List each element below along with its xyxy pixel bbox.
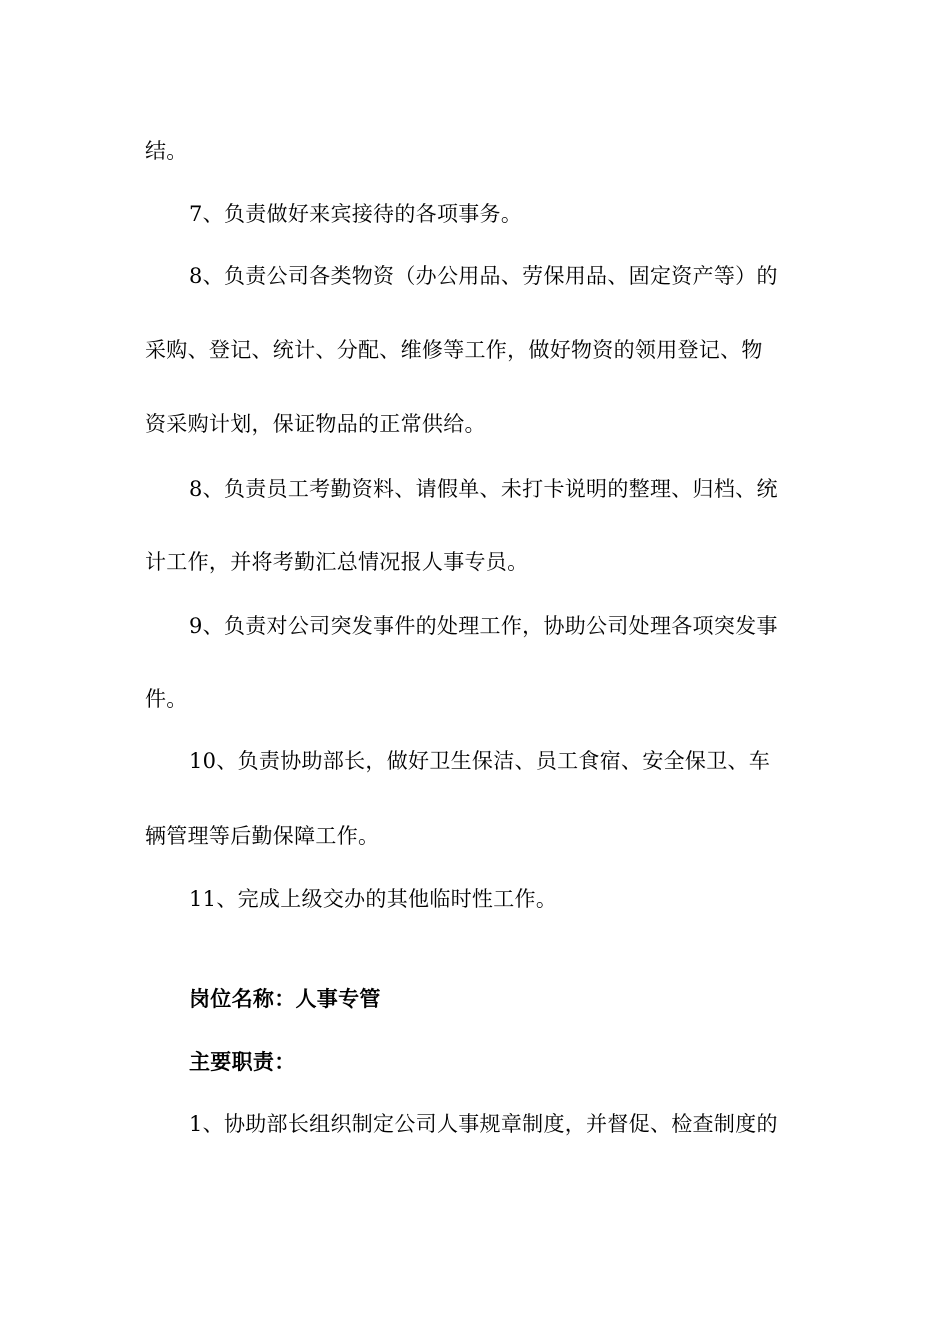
text-line: 8、负责公司各类物资（办公用品、劳保用品、固定资产等）的 — [189, 264, 778, 288]
text-line: 结。 — [145, 139, 188, 163]
text-line: 件。 — [145, 687, 188, 711]
text-line: 11、完成上级交办的其他临时性工作。 — [189, 887, 558, 911]
text-line: 7、负责做好来宾接待的各项事务。 — [189, 202, 523, 226]
text-line: 9、负责对公司突发事件的处理工作，协助公司处理各项突发事 — [189, 614, 778, 638]
section-subheading: 主要职责： — [189, 1050, 296, 1074]
text-line: 计工作，并将考勤汇总情况报人事专员。 — [145, 550, 529, 574]
text-line: 辆管理等后勤保障工作。 — [145, 824, 380, 848]
text-line: 8、负责员工考勤资料、请假单、未打卡说明的整理、归档、统 — [189, 477, 778, 501]
text-line: 采购、登记、统计、分配、维修等工作，做好物资的领用登记、物 — [145, 338, 763, 362]
text-line: 1、协助部长组织制定公司人事规章制度，并督促、检查制度的 — [189, 1112, 778, 1136]
section-heading: 岗位名称：人事专管 — [189, 987, 381, 1011]
text-line: 10、负责协助部长，做好卫生保洁、员工食宿、安全保卫、车 — [189, 749, 771, 773]
text-line: 资采购计划，保证物品的正常供给。 — [145, 412, 486, 436]
